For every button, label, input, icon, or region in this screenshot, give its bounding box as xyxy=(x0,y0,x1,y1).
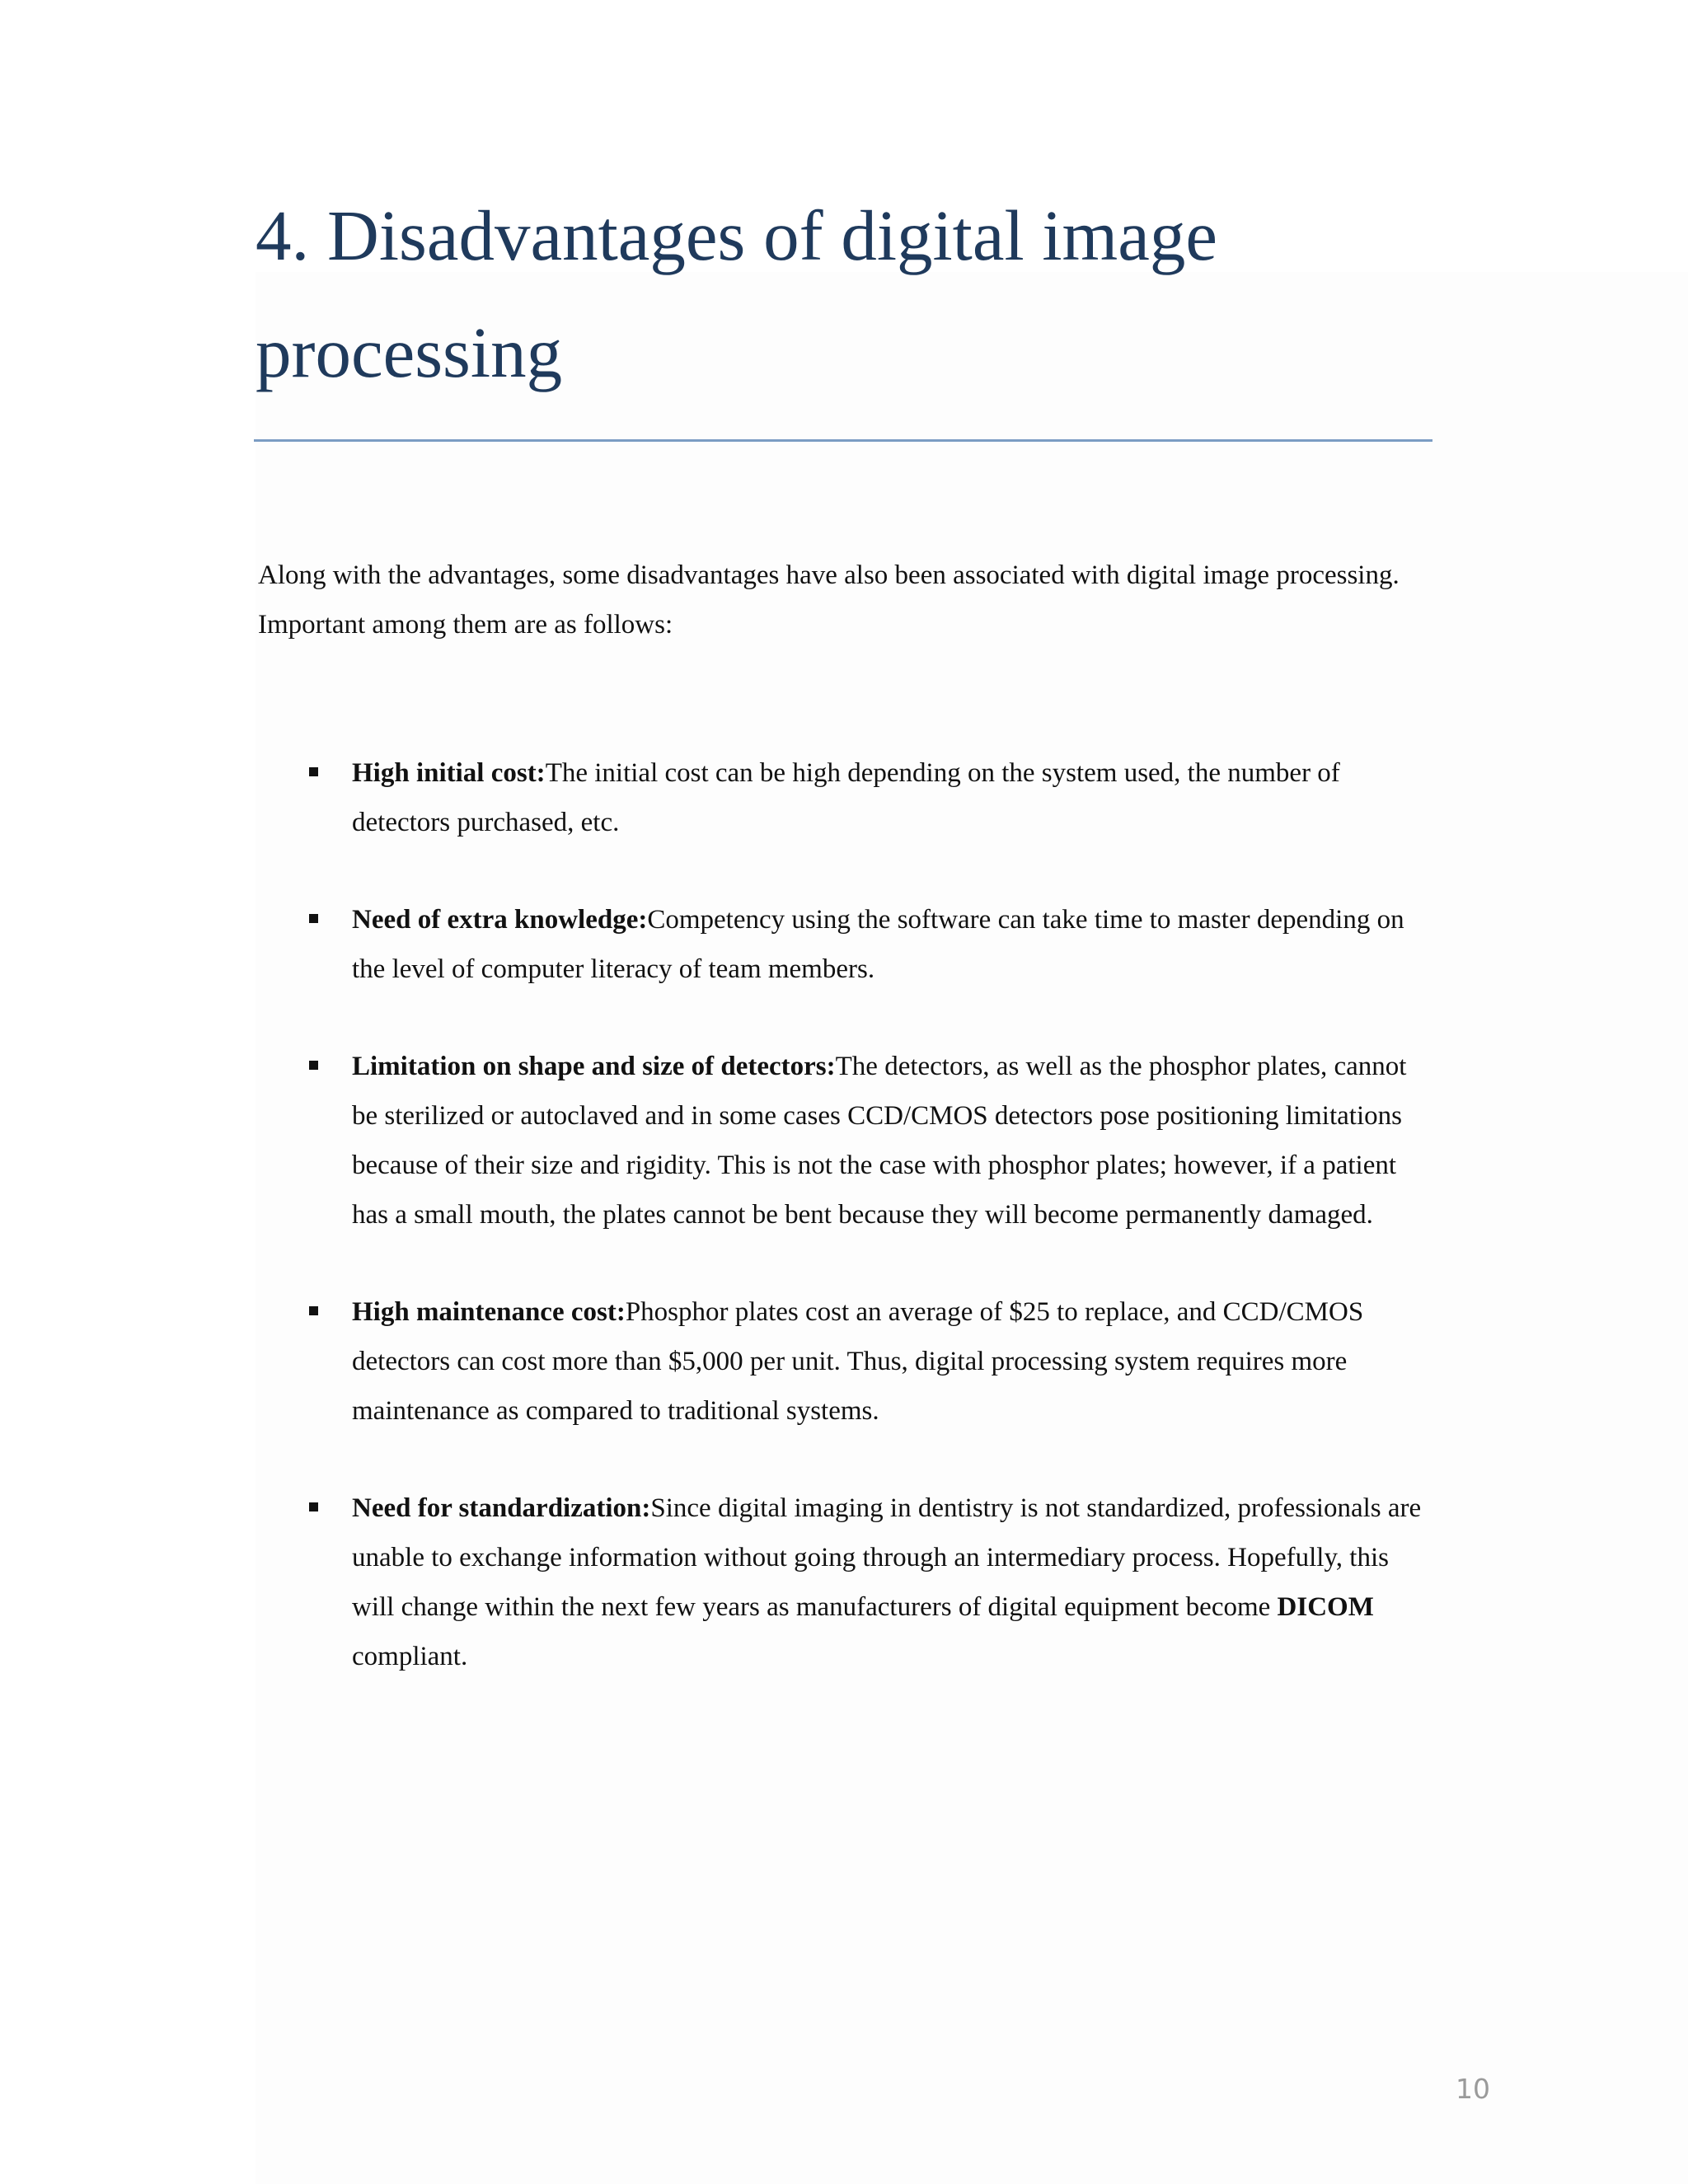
bullet-emphasis: DICOM xyxy=(1277,1592,1374,1622)
bullet-text: The detectors, as well as the phosphor plates, cannot be sterilized or autoclaved and in some cases CCD/CMOS detectors pose positioning limitations because of their size and rigidity. This is not the case with phosphor plates; however, if a patient has a small mouth, the plates cannot be bent because they will become permanently damaged. xyxy=(352,1052,1407,1230)
page-number: 10 xyxy=(1456,2073,1490,2105)
bullet-text: Competency using the software can take time to master depending on the level of computer literacy of team members. xyxy=(352,905,1404,984)
bullet-term: Limitation on shape and size of detectors: xyxy=(352,1052,836,1081)
bullet-text: Since digital imaging in dentistry is not standardized, professionals are unable to exchange information without going through an intermediary process. Hopefully, this will change within the next few years as manufacturers of digital equipment become xyxy=(352,1493,1422,1622)
square-bullet-icon xyxy=(309,1061,318,1070)
list-item-extra-knowledge xyxy=(305,895,1434,994)
list-item-detector-limitations xyxy=(305,1042,1434,1240)
square-bullet-icon xyxy=(309,1502,318,1511)
bullet-term: Need for standardization: xyxy=(352,1493,651,1523)
list-item-initial-cost xyxy=(305,748,1434,847)
bullet-term: High initial cost: xyxy=(352,758,546,788)
intro-paragraph: Along with the advantages, some disadvantages have also been associated with digital image processing. Important among them are as follows: xyxy=(258,560,1400,640)
square-bullet-icon xyxy=(309,1306,318,1315)
bullet-text: The initial cost can be high depending on the system used, the number of detectors purchased, etc. xyxy=(352,758,1340,837)
bullet-text-end: compliant. xyxy=(352,1642,468,1671)
section-heading: 4. Disadvantages of digital image processing xyxy=(256,195,1217,392)
list-item-standardization xyxy=(305,1483,1434,1681)
bullet-text: Phosphor plates cost an average of $25 to replace, and CCD/CMOS detectors can cost more than $5,000 per unit. Thus, digital processing system requires more maintenance as compared to traditional systems. xyxy=(352,1297,1364,1426)
square-bullet-icon xyxy=(309,767,318,776)
square-bullet-icon xyxy=(309,914,318,923)
disadvantages-list xyxy=(305,748,1434,1729)
heading-divider xyxy=(254,439,1432,442)
bullet-term: High maintenance cost: xyxy=(352,1297,626,1327)
bullet-term: Need of extra knowledge: xyxy=(352,905,648,935)
list-item-maintenance-cost xyxy=(305,1287,1434,1436)
